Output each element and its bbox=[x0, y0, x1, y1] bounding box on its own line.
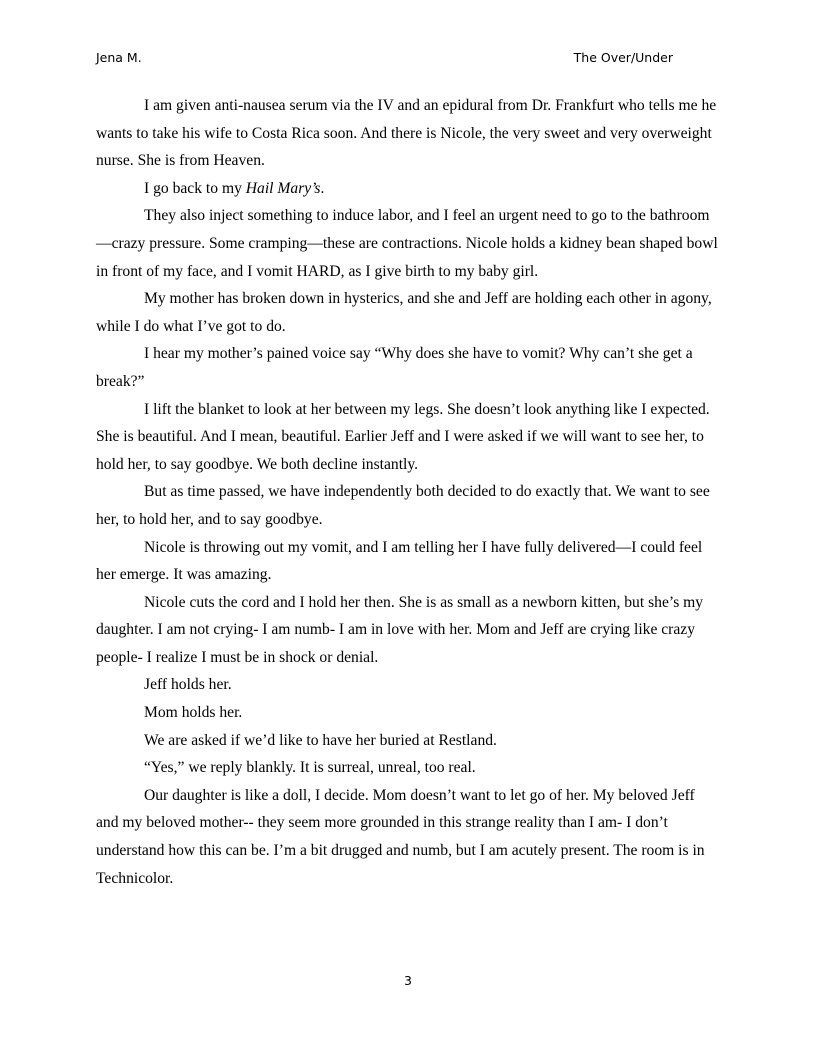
page-number: 3 bbox=[404, 973, 412, 988]
paragraph: Nicole is throwing out my vomit, and I am telling her I have fully delivered—I could feel her emerge. It was amazing. bbox=[96, 538, 703, 584]
paragraph: They also inject something to induce labor, and I feel an urgent need to go to the bathroom—crazy pressure. Some cramping—these are contractions. Nicole holds a kidney bean shaped bowl in front of my face, and I vomit HARD, as I give birth to my baby girl. bbox=[96, 207, 718, 280]
paragraph: Mom holds her. bbox=[144, 704, 243, 722]
paragraph: I hear my mother’s pained voice say “Why does she have to vomit? Why can’t she get a break?” bbox=[96, 345, 693, 390]
header-title: The Over/Under bbox=[573, 50, 673, 65]
header-author: Jena M. bbox=[96, 50, 142, 65]
paragraph: Nicole cuts the cord and I hold her then. She is as small as a newborn kitten, but she’s my daughter. I am not crying- I am numb- I am in love with her. Mom and Jeff are crying like crazy people- I realize I must be in shock or denial. bbox=[96, 593, 704, 666]
paragraph: “Yes,” we reply blankly. It is surreal, unreal, too real. bbox=[144, 759, 476, 777]
document-body bbox=[96, 92, 720, 892]
paragraph: Jeff holds her. bbox=[144, 676, 232, 694]
paragraph-text: I go back to my bbox=[144, 179, 246, 197]
paragraph-italic-text: Hail Mary’s bbox=[245, 179, 321, 197]
page-header bbox=[96, 50, 673, 68]
paragraph: But as time passed, we have independently both decided to do exactly that. We want to see her, to hold her, and to say goodbye. bbox=[96, 483, 710, 528]
paragraph bbox=[96, 175, 720, 203]
paragraph: I lift the blanket to look at her between my legs. She doesn’t look anything like I expected. She is beautiful. And I mean, beautiful. Earlier Jeff and I were asked if we will want to see her, to hold her, to say goodbye. We both decline instantly. bbox=[96, 400, 710, 473]
paragraph: Our daughter is like a doll, I decide. Mom doesn’t want to let go of her. My beloved Jeff and my beloved mother-- they seem more grounded in this strange reality than I am- I don’t understand how this can be. I’m a bit drugged and numb, but I am acutely present. The room is in Technicolor. bbox=[96, 786, 705, 887]
paragraph: My mother has broken down in hysterics, and she and Jeff are holding each other in agony, while I do what I’ve got to do. bbox=[96, 290, 712, 335]
paragraph-text: . bbox=[320, 179, 325, 197]
paragraph: We are asked if we’d like to have her buried at Restland. bbox=[144, 731, 497, 749]
paragraph: I am given anti-nausea serum via the IV and an epidural from Dr. Frankfurt who tells me he wants to take his wife to Costa Rica soon. And there is Nicole, the very sweet and very overweight nurse. She is from Heaven. bbox=[96, 97, 717, 170]
